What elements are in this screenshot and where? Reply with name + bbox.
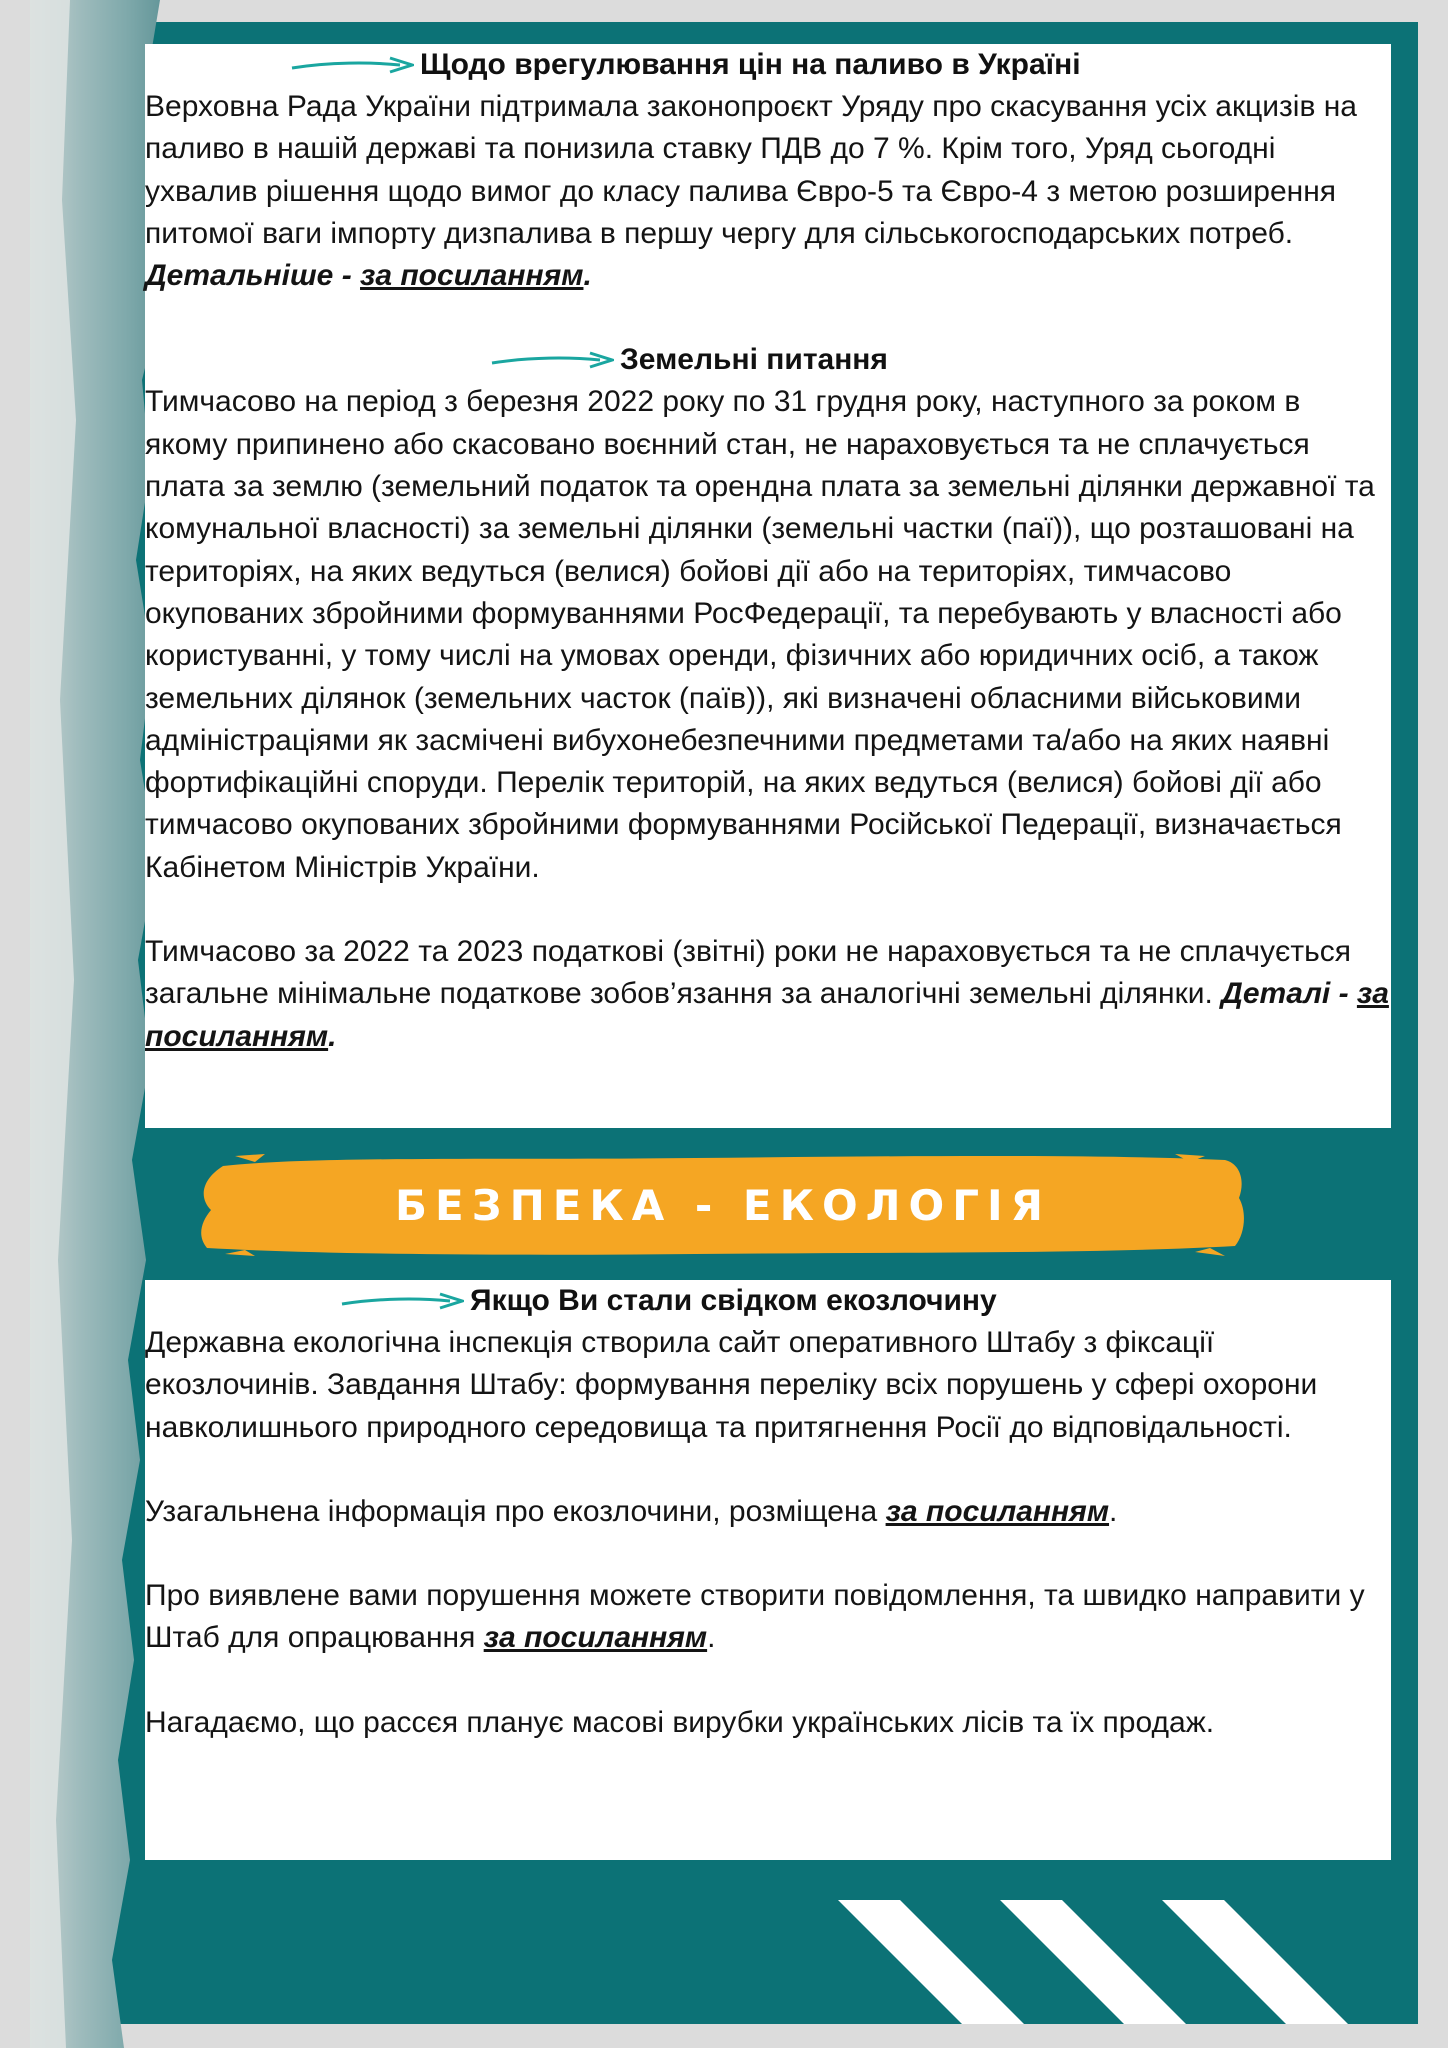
eco-heading (145, 1280, 1389, 1322)
fuel-body: Верховна Рада України підтримала законопроєкт Уряду про скасування усіх акцизів на паливо в нашій державі та понизила ставку ПДВ до 7 %. Крім того, Уряд сьогодні ухвалив рішення щодо вимог до класу палива Євро-5 та Євро-4 з метою розширення питомої ваги імпорту дизпалива в першу чергу для сільськогосподарських потреб. (145, 90, 1357, 250)
land-link[interactable]: за посиланням (145, 977, 1389, 1053)
arrow-icon (290, 56, 414, 74)
land-heading (145, 339, 1389, 381)
land-paragraph-2 (145, 931, 1389, 1058)
land-body-2: Тимчасово за 2022 та 2023 податкові (звітні) роки не нараховується та не сплачується загальне мінімальне податкове зобов’язання за аналогічні земельні ділянки. (145, 935, 1351, 1011)
banner-label: БЕЗПЕКА - ЕКОЛОГІЯ (395, 1180, 1051, 1230)
land-end: . (328, 1019, 337, 1053)
fuel-link[interactable]: за посиланням (360, 259, 584, 293)
fuel-end: . (583, 259, 592, 293)
fuel-title: Щодо врегулювання цін на паливо в Україні (420, 47, 1081, 81)
eco-panel (145, 1280, 1391, 1860)
land-more-label: Деталі - (1221, 977, 1357, 1011)
fuel-heading (145, 44, 1389, 86)
section-banner (195, 1152, 1251, 1258)
fuel-and-land-panel (145, 44, 1391, 1128)
eco-end-2: . (1109, 1494, 1118, 1528)
arrow-icon (340, 1292, 464, 1310)
land-title: Земельні питання (620, 343, 888, 377)
eco-paragraph-4: Нагадаємо, що рассєя планує масові вирубки українських лісів та їх продаж. (145, 1705, 1215, 1739)
fuel-more-label: Детальніше - (145, 259, 361, 293)
eco-paragraph-3 (145, 1575, 1389, 1660)
land-paragraph-1: Тимчасово на період з березня 2022 року по 31 грудня року, наступного за роком в якому припинено або скасовано воєнний стан, не нараховується та не сплачується плата за землю (земельний податок та орендна плата за земельні ділянки державної та комунальної власності) за земельні ділянки (земельні частки (паї)), що розташовані на територіях, на яких ведуться (велися) бойові дії або на територіях, тимчасово окупованих збройними формуваннями РосФедерації, та перебувають у власності або користуванні, у тому числі на умовах оренди, фізичних або юридичних осіб, а також земельних ділянок (земельних часток (паїв)), які визначені обласними військовими адміністраціями як засмічені вибухонебезпечними предметами та/або на яких наявні фортифікаційні споруди. Перелік територій, на яких ведуться (велися) бойові дії або тимчасово окупованих збройними формуваннями Російської Педерації, визначається Кабінетом Міністрів України. (145, 385, 1375, 884)
eco-link-2[interactable]: за посиланням (885, 1494, 1110, 1528)
eco-title: Якщо Ви стали свідком екозлочину (470, 1283, 997, 1317)
eco-body-3: Про виявлене вами порушення можете створити повідомлення, та швидко направити у Штаб для опрацювання (145, 1579, 1365, 1655)
eco-paragraph-1: Державна екологічна інспекція створила сайт оперативного Штабу з фіксації екозлочинів. Завдання Штабу: формування переліку всіх порушень у сфері охорони навколишнього природного середовища та притягнення Росії до відповідальності. (145, 1326, 1318, 1444)
fuel-paragraph (145, 86, 1389, 297)
eco-end-3: . (707, 1621, 716, 1655)
eco-paragraph-2 (145, 1491, 1389, 1533)
eco-link-3[interactable]: за посиланням (483, 1621, 708, 1655)
decorative-stripes (830, 1900, 1418, 2024)
arrow-icon (490, 351, 614, 369)
eco-body-2: Узагальнена інформація про екозлочини, розміщена (145, 1494, 886, 1528)
